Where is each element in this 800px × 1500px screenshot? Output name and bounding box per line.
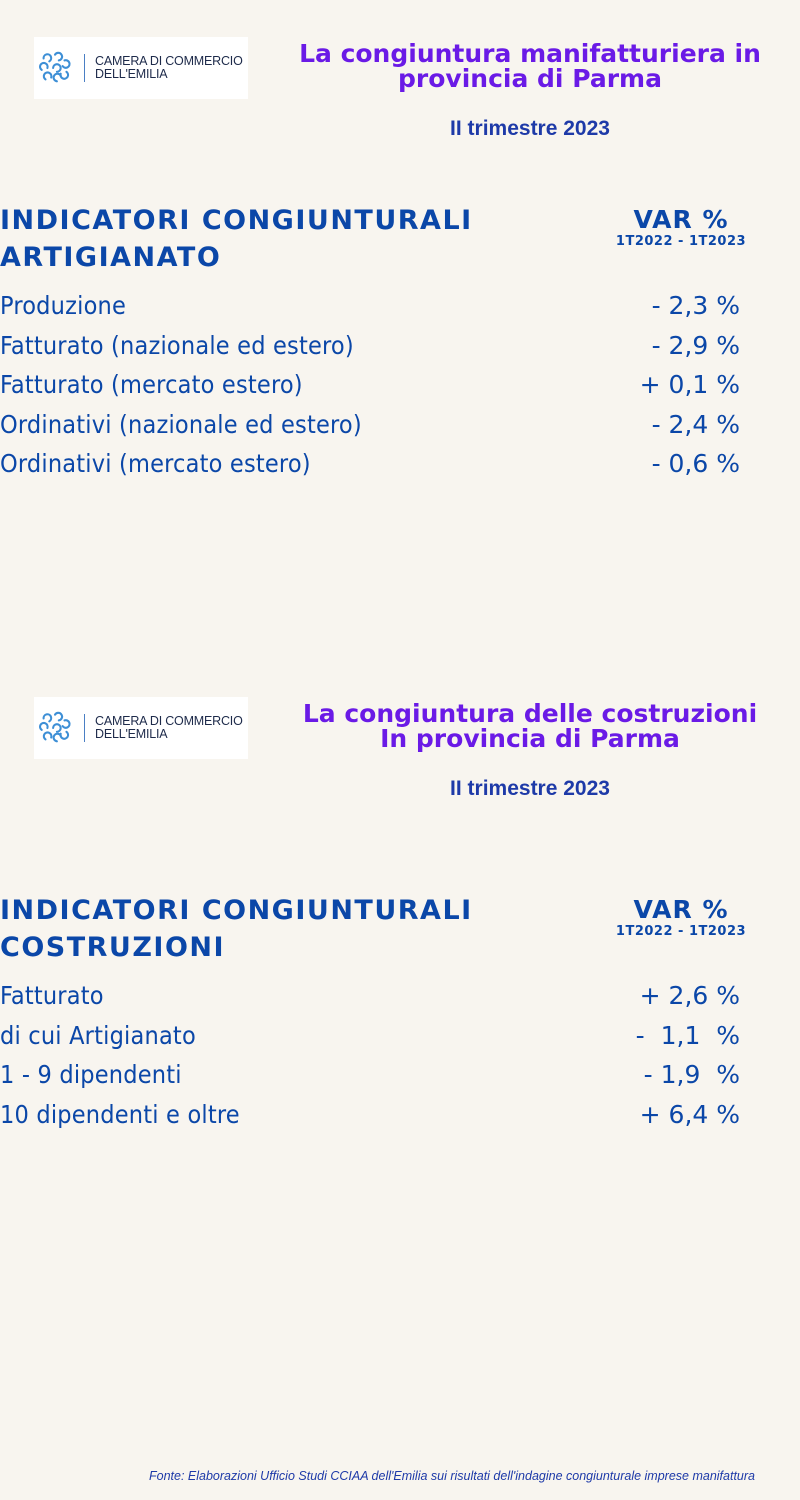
logo-line-2: DELL'EMILIA	[95, 67, 168, 81]
row-label: di cui Artigianato	[0, 1020, 196, 1050]
indicators-heading-line-1: INDICATORI CONGIUNTURALI	[0, 205, 473, 236]
indicators-heading	[0, 892, 560, 966]
logo-text	[95, 715, 243, 741]
row-label: Fatturato (nazionale ed estero)	[0, 330, 354, 360]
row-value: - 2,3 %	[651, 291, 740, 320]
logo-divider	[84, 54, 85, 82]
row-value: - 2,4 %	[651, 409, 740, 439]
var-title: VAR %	[633, 895, 729, 924]
chamber-logo-icon	[36, 49, 74, 87]
row-label: Fatturato	[0, 981, 104, 1010]
logo-line-2: DELL'EMILIA	[95, 727, 168, 741]
section-title-line-2: In provincia di Parma	[380, 724, 680, 753]
row-value: + 2,6 %	[639, 981, 740, 1010]
row-label: Ordinativi (nazionale ed estero)	[0, 409, 362, 439]
section-title-line-1: La congiuntura manifatturiera in	[299, 39, 761, 68]
table-row	[0, 367, 800, 407]
indicators-heading-line-2: ARTIGIANATO	[0, 242, 222, 273]
section-title	[290, 701, 770, 751]
row-value: - 2,9 %	[651, 330, 740, 360]
logo-divider	[84, 714, 85, 742]
row-label: 10 dipendenti e oltre	[0, 1099, 240, 1129]
indicators-heading-line-1: INDICATORI CONGIUNTURALI	[0, 895, 473, 926]
row-label: 1 - 9 dipendenti	[0, 1060, 182, 1089]
row-value: - 1,9 %	[643, 1060, 740, 1089]
var-header	[606, 206, 756, 250]
table-row	[0, 446, 800, 486]
table-row	[0, 1097, 800, 1137]
row-value: + 0,1 %	[639, 370, 740, 399]
section-title-line-1: La congiuntura delle costruzioni	[302, 699, 758, 728]
row-value: + 6,4 %	[639, 1099, 740, 1129]
table-row	[0, 407, 800, 447]
period-label: II trimestre 2023	[450, 117, 610, 140]
row-value: - 0,6 %	[651, 449, 740, 478]
chamber-logo	[34, 37, 248, 99]
row-label: Produzione	[0, 291, 127, 320]
section-title-line-2: provincia di Parma	[398, 64, 662, 93]
var-header	[606, 896, 756, 940]
var-period: 1T2022 - 1T2023	[615, 924, 747, 939]
chamber-logo	[34, 697, 248, 759]
period-label: II trimestre 2023	[450, 777, 610, 800]
var-title: VAR %	[633, 205, 729, 234]
row-label: Ordinativi (mercato estero)	[0, 449, 311, 478]
source-footnote: Fonte: Elaborazioni Ufficio Studi CCIAA dell'Emilia sui risultati dell'indagine congiunturale imprese manifattura	[149, 1469, 755, 1483]
indicator-rows	[0, 288, 800, 486]
chamber-logo-icon	[36, 709, 74, 747]
row-label: Fatturato (mercato estero)	[0, 370, 303, 399]
table-row	[0, 288, 800, 328]
row-value: - 1,1 %	[635, 1020, 740, 1050]
table-row	[0, 1018, 800, 1058]
table-row	[0, 328, 800, 368]
indicators-heading-line-2: COSTRUZIONI	[0, 932, 226, 963]
indicator-rows	[0, 978, 800, 1136]
section-title	[290, 41, 770, 91]
logo-text	[95, 55, 243, 81]
table-row	[0, 1057, 800, 1097]
logo-line-1: CAMERA DI COMMERCIO	[95, 714, 243, 728]
table-row	[0, 978, 800, 1018]
var-period: 1T2022 - 1T2023	[615, 234, 747, 249]
logo-line-1: CAMERA DI COMMERCIO	[95, 54, 243, 68]
indicators-heading	[0, 202, 560, 276]
